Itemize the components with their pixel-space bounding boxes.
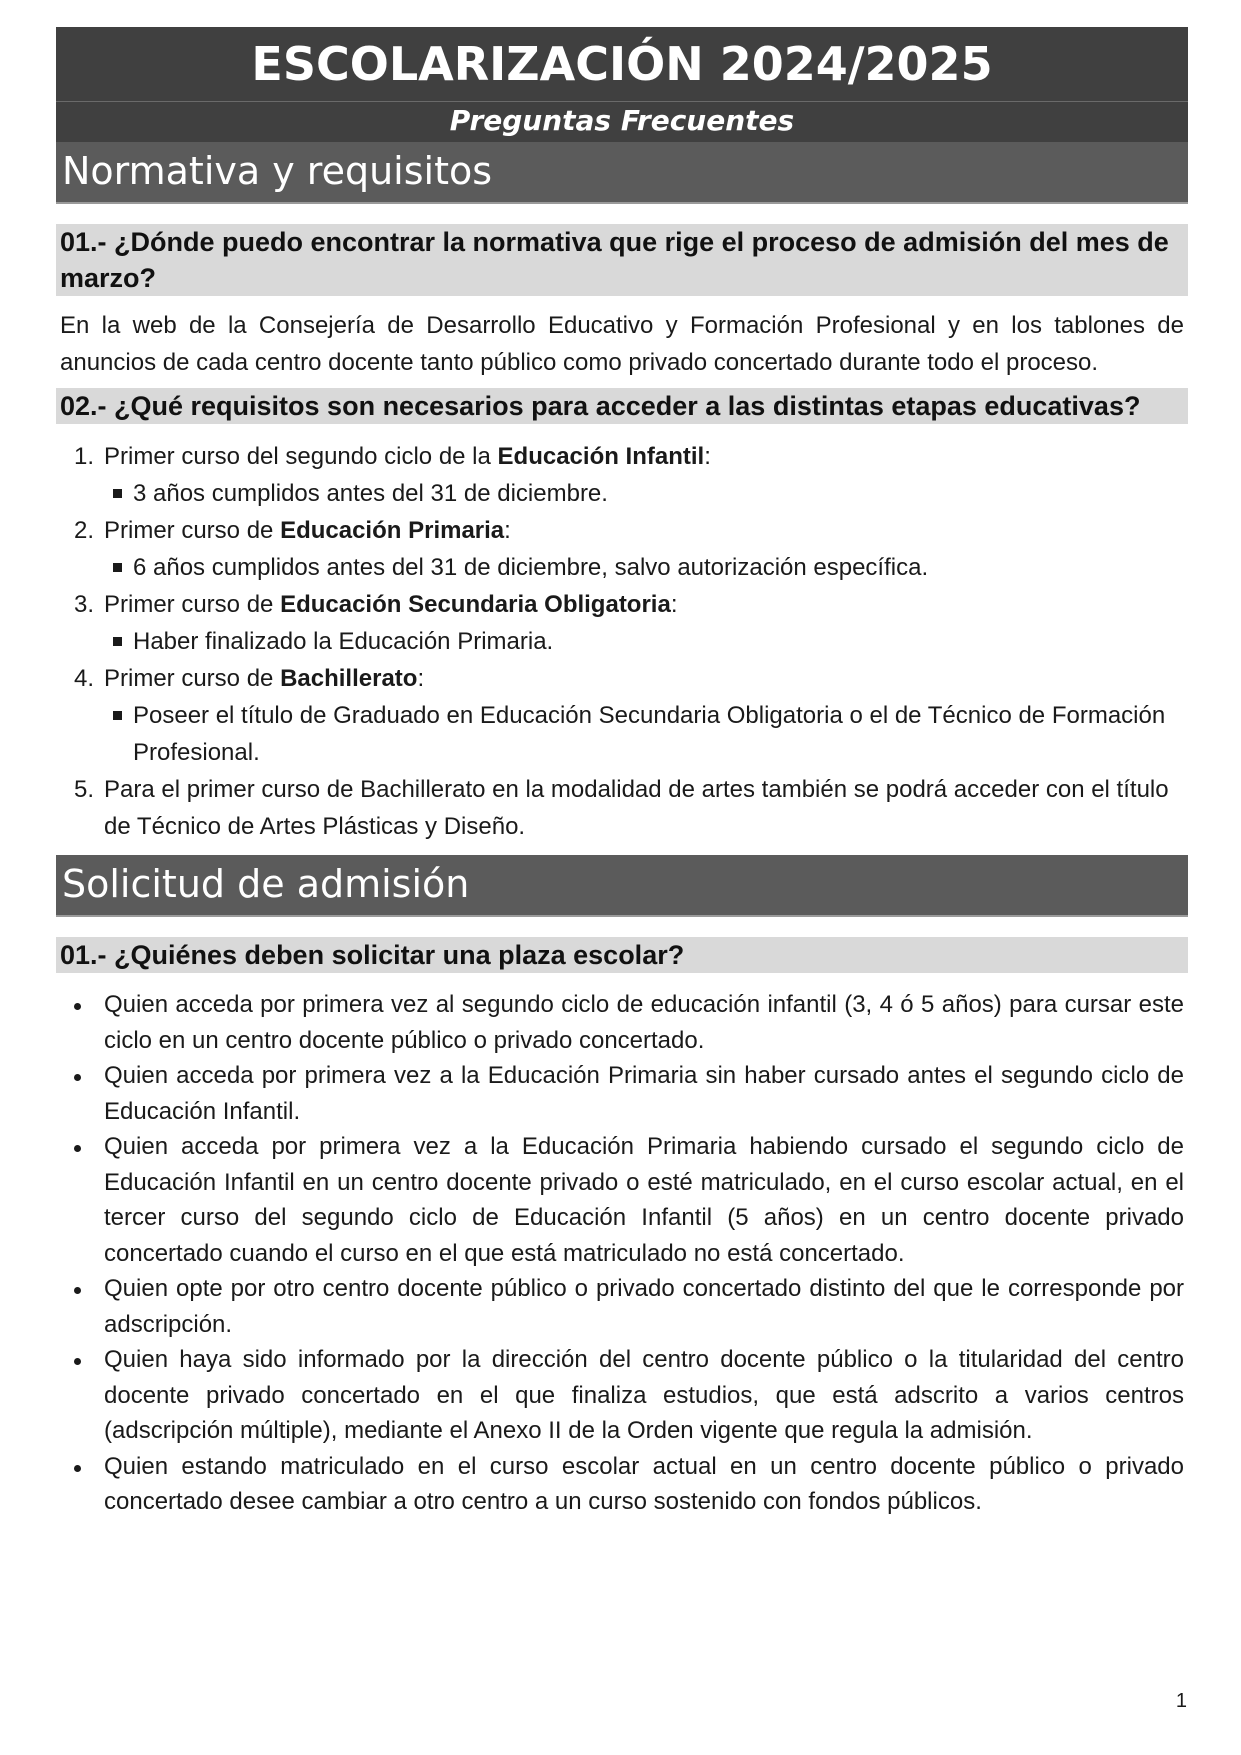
square-bullet-icon bbox=[113, 489, 122, 498]
document-subtitle: Preguntas Frecuentes bbox=[56, 102, 1188, 142]
item-text: Quien estando matriculado en el curso escolar actual en un centro docente público o privado concertado desee cambiar a otro centro a un curso sostenido con fondos públicos. bbox=[104, 1452, 1184, 1515]
answer-paragraph: En la web de la Consejería de Desarrollo Educativo y Formación Profesional y en los tablones de anuncios de cada centro docente tanto público como privado concertado durante todo el proceso. bbox=[60, 312, 1184, 376]
item-bold-text: Bachillerato bbox=[280, 665, 418, 692]
item-number: 3. bbox=[74, 591, 95, 618]
item-text: Para el primer curso de Bachillerato en la modalidad de artes también se podrá acceder con el título de Técnico de Artes Plásticas y Diseño. bbox=[104, 776, 1169, 840]
applicants-list bbox=[56, 987, 1188, 1520]
sub-list-item bbox=[56, 475, 1188, 512]
bullet-icon bbox=[74, 1145, 81, 1152]
sub-list bbox=[56, 697, 1188, 771]
bullet-icon bbox=[74, 1003, 81, 1010]
list-item bbox=[56, 987, 1188, 1058]
list-item bbox=[56, 660, 1188, 697]
bullet-icon bbox=[74, 1074, 81, 1081]
square-bullet-icon bbox=[113, 563, 122, 572]
item-number: 2. bbox=[74, 517, 95, 544]
bullet-icon bbox=[74, 1465, 81, 1472]
item-text: Quien acceda por primera vez a la Educación Primaria habiendo cursado el segundo ciclo de Educación Infantil en un centro docente privado o esté matriculado, en el curso escolar actual, en el tercer curso del segundo ciclo de Educación Infantil (5 años) en un centro docente privado concertado cuando el curso en el que está matriculado no está concertado. bbox=[104, 1133, 1184, 1267]
item-text: Quien acceda por primera vez a la Educación Primaria sin haber cursado antes el segundo ciclo de Educación Infantil. bbox=[104, 1062, 1184, 1125]
list-item bbox=[56, 1449, 1188, 1520]
page-number: 1 bbox=[1175, 1690, 1187, 1712]
item-suffix: : bbox=[704, 443, 711, 470]
list-item bbox=[56, 1129, 1188, 1271]
sub-list bbox=[56, 475, 1188, 512]
item-text: Primer curso de bbox=[104, 665, 281, 692]
item-text: Quien acceda por primera vez al segundo ciclo de educación infantil (3, 4 ó 5 años) para cursar este ciclo en un centro docente público o privado concertado. bbox=[104, 991, 1184, 1054]
document-page bbox=[56, 27, 1188, 1520]
sub-item-text: 3 años cumplidos antes del 31 de diciembre. bbox=[133, 480, 608, 507]
item-text: Quien haya sido informado por la dirección del centro docente público o la titularidad del centro docente privado concertado en el que finaliza estudios, que está adscrito a varios centros (adscripción múltiple), mediante el Anexo II de la Orden vigente que regula la admisión. bbox=[104, 1346, 1184, 1444]
sub-item-text: Poseer el título de Graduado en Educación Secundaria Obligatoria o el de Técnico de Formación Profesional. bbox=[133, 702, 1166, 766]
item-number: 4. bbox=[74, 665, 95, 692]
item-text: Primer curso de bbox=[104, 517, 281, 544]
list-item bbox=[56, 586, 1188, 623]
bullet-icon bbox=[74, 1358, 81, 1365]
item-bold-text: Educación Secundaria Obligatoria bbox=[280, 591, 671, 618]
item-text: Primer curso del segundo ciclo de la bbox=[104, 443, 498, 470]
list-item bbox=[56, 771, 1188, 845]
sub-list bbox=[56, 623, 1188, 660]
item-suffix: : bbox=[417, 665, 425, 692]
section-heading-normativa: Normativa y requisitos bbox=[56, 142, 1188, 204]
document-title: ESCOLARIZACIÓN 2024/2025 bbox=[56, 27, 1188, 102]
list-item bbox=[56, 438, 1188, 475]
item-text: Quien opte por otro centro docente público o privado concertado distinto del que le corresponde por adscripción. bbox=[104, 1275, 1184, 1338]
item-number: 5. bbox=[74, 776, 95, 803]
square-bullet-icon bbox=[113, 711, 122, 720]
list-item bbox=[56, 512, 1188, 549]
item-bold-text: Educación Infantil bbox=[497, 443, 705, 470]
section-heading-solicitud: Solicitud de admisión bbox=[56, 855, 1188, 917]
question-heading: 01.- ¿Dónde puedo encontrar la normativa que rige el proceso de admisión del mes de marzo? bbox=[56, 224, 1188, 296]
item-suffix: : bbox=[670, 591, 678, 618]
sub-item-text: Haber finalizado la Educación Primaria. bbox=[133, 628, 554, 655]
item-bold-text: Educación Primaria bbox=[280, 517, 505, 544]
sub-item-text: 6 años cumplidos antes del 31 de diciembre, salvo autorización específica. bbox=[133, 554, 929, 581]
sub-list-item bbox=[56, 549, 1188, 586]
question-heading: 01.- ¿Quiénes deben solicitar una plaza escolar? bbox=[56, 937, 1188, 973]
requirements-list bbox=[56, 438, 1188, 845]
list-item bbox=[56, 1342, 1188, 1449]
sub-list bbox=[56, 549, 1188, 586]
sub-list-item bbox=[56, 623, 1188, 660]
question-heading: 02.- ¿Qué requisitos son necesarios para acceder a las distintas etapas educativas? bbox=[56, 388, 1188, 424]
square-bullet-icon bbox=[113, 637, 122, 646]
item-text: Primer curso de bbox=[104, 591, 281, 618]
item-number: 1. bbox=[74, 443, 95, 470]
sub-list-item bbox=[56, 697, 1188, 771]
item-suffix: : bbox=[504, 517, 511, 544]
bullet-icon bbox=[74, 1287, 81, 1294]
list-item bbox=[56, 1271, 1188, 1342]
list-item bbox=[56, 1058, 1188, 1129]
